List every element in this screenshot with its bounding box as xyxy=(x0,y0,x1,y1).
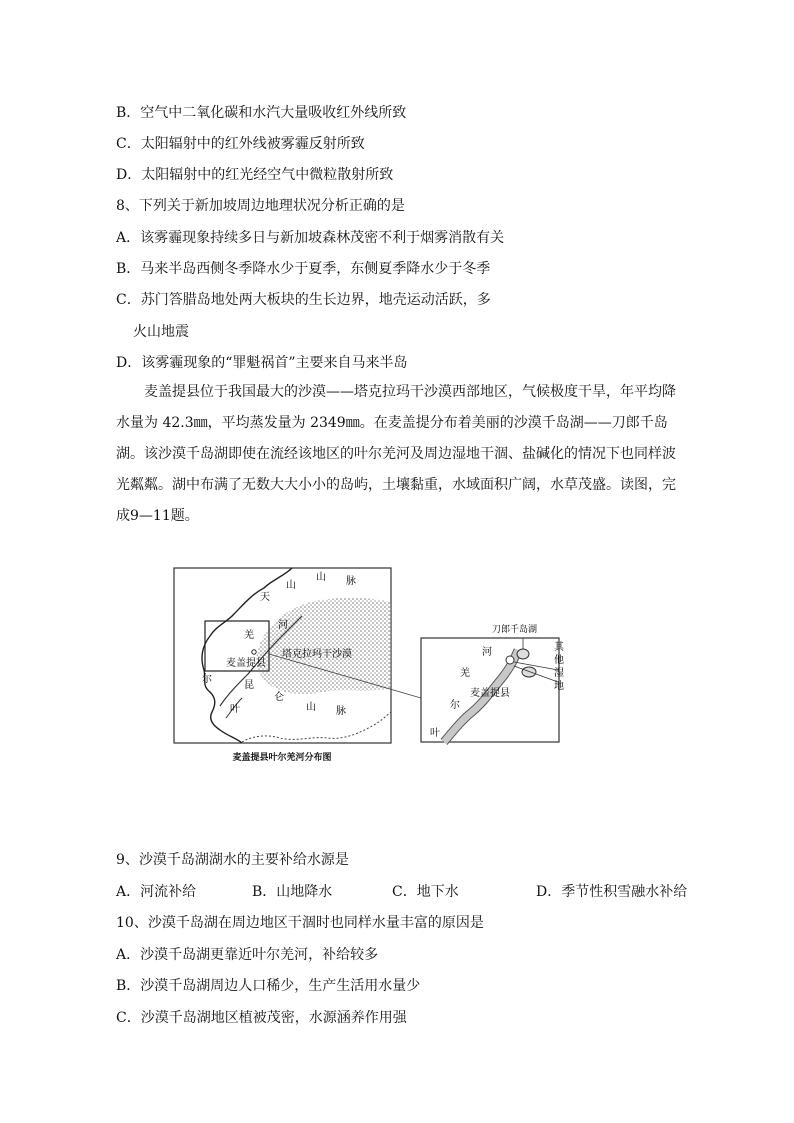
map-svg xyxy=(172,566,564,748)
q9-option-a: A．河流补给 xyxy=(116,884,197,900)
tianshan-label-3: 山 xyxy=(316,572,326,583)
q8-stem: 8、下列关于新加坡周边地理状况分析正确的是 xyxy=(116,198,405,214)
county-label: 麦盖提县 xyxy=(226,658,266,669)
inset-river-label-he: 河 xyxy=(482,647,492,658)
kunlun-label-2: 仑 xyxy=(274,692,284,703)
tianshan-label-4: 脉 xyxy=(346,576,356,587)
river-label-ye: 叶 xyxy=(230,704,240,715)
q7-option-c: C．太阳辐射中的红外线被雾霾反射所致 xyxy=(116,136,365,152)
q9-option-c: C．地下水 xyxy=(392,884,459,900)
q7-option-b: B．空气中二氧化碳和水汽大量吸收红外线所致 xyxy=(116,105,407,121)
river-label-er: 尔 xyxy=(202,674,212,685)
county-dot xyxy=(252,650,256,654)
q9-stem: 9、沙漠千岛湖湖水的主要补给水源是 xyxy=(116,852,349,868)
q10-stem: 10、沙漠千岛湖在周边地区干涸时也同样水量丰富的原因是 xyxy=(116,915,484,931)
map-caption: 麦盖提县叶尔羌河分布图 xyxy=(232,753,332,763)
wetland-label-2: 他 xyxy=(554,655,564,666)
q10-option-a: A．沙漠千岛湖更靠近叶尔羌河，补给较多 xyxy=(116,947,379,963)
q9-option-d: D．季节性积雪融水补给 xyxy=(536,884,688,900)
inset-county-label: 麦盖提县 xyxy=(470,688,510,699)
q8-option-c-continued: 火山地震 xyxy=(133,324,189,340)
map-figure xyxy=(172,566,564,748)
q10-option-b: B．沙漠千岛湖周边人口稀少，生产生活用水量少 xyxy=(116,978,421,994)
inset-river-label-ye: 叶 xyxy=(430,728,440,739)
wetland-label-1: 其 xyxy=(554,642,564,653)
tianshan-label-1: 天 xyxy=(260,592,270,603)
river-label-he: 河 xyxy=(278,620,288,631)
q9-option-b: B．山地降水 xyxy=(252,884,333,900)
inset-river-label-qiang: 羌 xyxy=(460,668,470,679)
desert-label: 塔克拉玛干沙漠 xyxy=(282,649,352,660)
tianshan-label-2: 山 xyxy=(286,580,296,591)
q7-option-d: D．太阳辐射中的红光经空气中微粒散射所致 xyxy=(116,167,394,183)
kunlun-label-3: 山 xyxy=(306,702,316,713)
q8-option-d: D．该雾霾现象的“罪魁祸首”主要来自马来半岛 xyxy=(116,355,408,371)
q10-option-c: C．沙漠千岛湖地区植被茂密，水源涵养作用强 xyxy=(116,1010,407,1026)
wetland-marker xyxy=(522,667,536,677)
kunlun-label-1: 昆 xyxy=(244,680,254,691)
wetland-label-3: 湿 xyxy=(554,668,564,679)
lake-marker xyxy=(517,649,529,659)
q8-option-c: C．苏门答腊岛地处两大板块的生长边界，地壳运动活跃，多 xyxy=(116,292,491,308)
q8-option-a: A．该雾霾现象持续多日与新加坡森林茂密不利于烟雾消散有关 xyxy=(116,230,505,246)
river-label-qiang: 羌 xyxy=(244,630,254,641)
kunlun-label-4: 脉 xyxy=(336,706,346,717)
reading-passage: 麦盖提县位于我国最大的沙漠——塔克拉玛干沙漠西部地区，气候极度干旱，年平均降水量为 42.3㎜，平均蒸发量为 2349㎜。在麦盖提分布着美丽的沙漠千岛湖——刀郎千岛湖。该沙漠千岛湖即使在流经该地区的叶尔羌河及周边湿地干涸、盐碱化的情况下也同样波光粼粼。湖中布满了无数大大小小的岛屿，土壤黏重，水域面积广阔，水草茂盛。读图，完成9—11题。 xyxy=(116,384,676,524)
inset-county-dot xyxy=(506,656,514,664)
inset-river-label-er: 尔 xyxy=(450,700,460,711)
lake-label: 刀郎千岛湖 xyxy=(492,625,538,635)
wetland-label-4: 地 xyxy=(554,681,564,692)
q8-option-b: B．马来半岛西侧冬季降水少于夏季，东侧夏季降水少于冬季 xyxy=(116,261,491,277)
